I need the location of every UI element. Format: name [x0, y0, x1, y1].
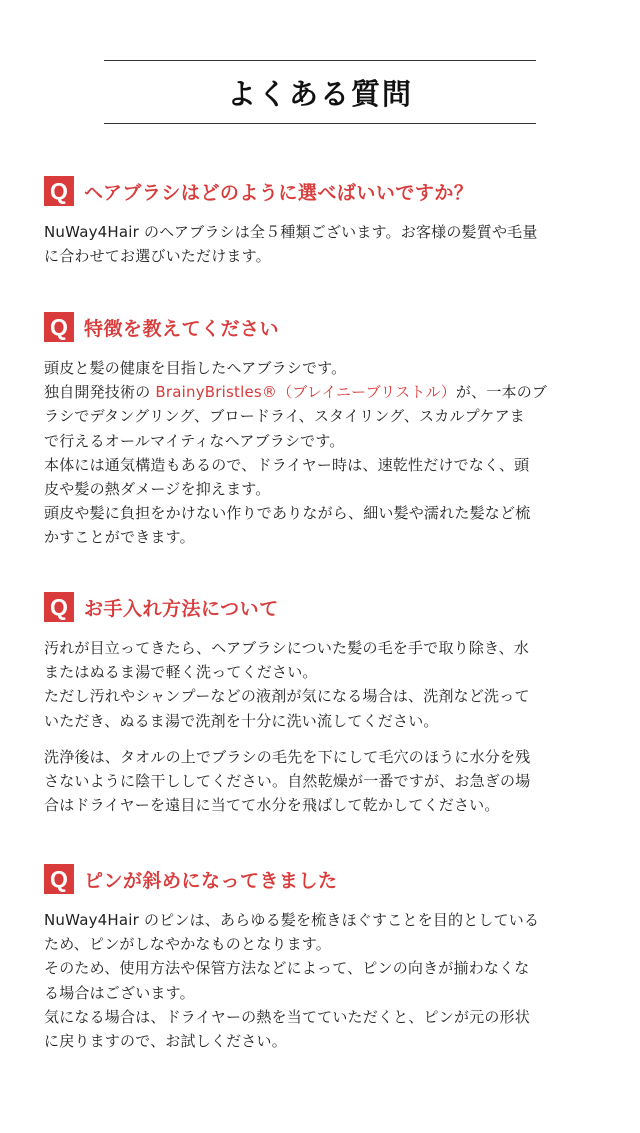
answer-line: に戻りますので、お試しください。 — [44, 1032, 287, 1051]
answer-line: ラシでデタングリング、ブロードライ、スタイリング、スカルプケアま — [44, 407, 526, 426]
answer-fragment: が、一本のブ — [455, 383, 548, 402]
faq-item — [44, 312, 600, 550]
question-text: ヘアブラシはどのように選べばいいですか？ — [84, 181, 474, 204]
answer-text — [44, 636, 600, 817]
answer-line: さないように陰干ししてください。自然乾燥が一番ですが、お急ぎの場 — [44, 772, 531, 791]
answer-line: NuWay4Hair のヘアブラシは全５種類ございます。お客様の髪質や毛量 — [44, 223, 538, 241]
answer-line: そのため、使用方法や保管方法などによって、ピンの向きが揃わなくな — [44, 959, 530, 978]
page-title: よくある質問 — [226, 76, 413, 111]
q-badge-icon: Q — [44, 312, 74, 342]
answer-line: かすことができます。 — [44, 528, 195, 547]
answer-line: NuWay4Hair のピンは、あらゆる髪を梳きほぐすことを目的としている — [44, 911, 540, 929]
question-row — [44, 176, 600, 206]
answer-line: またはぬるま湯で軽く洗ってください。 — [44, 663, 318, 682]
answer-text — [44, 908, 600, 1053]
answer-line: 頭皮と髪の健康を目指したヘアブラシです。 — [44, 359, 347, 377]
answer-fragment: 独自開発技術の — [44, 383, 156, 402]
answer-line: る場合はございます。 — [44, 983, 195, 1002]
faq-item — [44, 176, 600, 268]
brand-highlight: BrainyBristles®（ブレイニーブリストル） — [155, 383, 456, 402]
q-badge-icon: Q — [44, 592, 74, 622]
answer-line: ため、ピンがしなやかなものとなります。 — [44, 935, 332, 954]
answer-line: ただし汚れやシャンプーなどの液剤が気になる場合は、洗剤など洗って — [44, 687, 530, 706]
faq-item — [44, 864, 600, 1053]
answer-text — [44, 356, 600, 550]
answer-line: 洗浄後は、タオルの上でブラシの毛先を下にして毛穴のほうに水分を残 — [44, 747, 531, 766]
question-row — [44, 312, 600, 342]
faq-item — [44, 592, 600, 817]
answer-line: 汚れが目立ってきたら、ヘアブラシについた髪の毛を手で取り除き、水 — [44, 639, 530, 657]
answer-line: 頭皮や髪に負担をかけない作りでありながら、細い髪や濡れた髪など梳 — [44, 504, 531, 523]
question-text: お手入れ方法について — [84, 597, 279, 620]
question-text: 特徴を教えてください — [84, 317, 280, 340]
answer-line: 気になる場合は、ドライヤーの熱を当てていただくと、ピンが元の形状 — [44, 1007, 530, 1026]
answer-line: に合わせてお選びいただけます。 — [44, 247, 271, 266]
paragraph-gap — [44, 733, 600, 745]
answer-line: 皮や髪の熱ダメージを抑えます。 — [44, 480, 271, 499]
page-title-frame — [104, 60, 536, 124]
answer-line: で行えるオールマイティなヘアブラシです。 — [44, 431, 345, 450]
q-badge-icon: Q — [44, 864, 74, 894]
answer-line: いただき、ぬるま湯で洗剤を十分に洗い流してください。 — [44, 711, 439, 730]
answer-line — [44, 380, 600, 404]
q-badge-icon: Q — [44, 176, 74, 206]
answer-line: 合はドライヤーを遠目に当てて水分を飛ばして乾かしてください。 — [44, 796, 500, 815]
answer-text — [44, 220, 600, 268]
question-row — [44, 592, 600, 622]
answer-line: 本体には通気構造もあるので、ドライヤー時は、速乾性だけでなく、頭 — [44, 455, 530, 474]
question-text: ピンが斜めになってきました — [84, 869, 338, 892]
question-row — [44, 864, 600, 894]
